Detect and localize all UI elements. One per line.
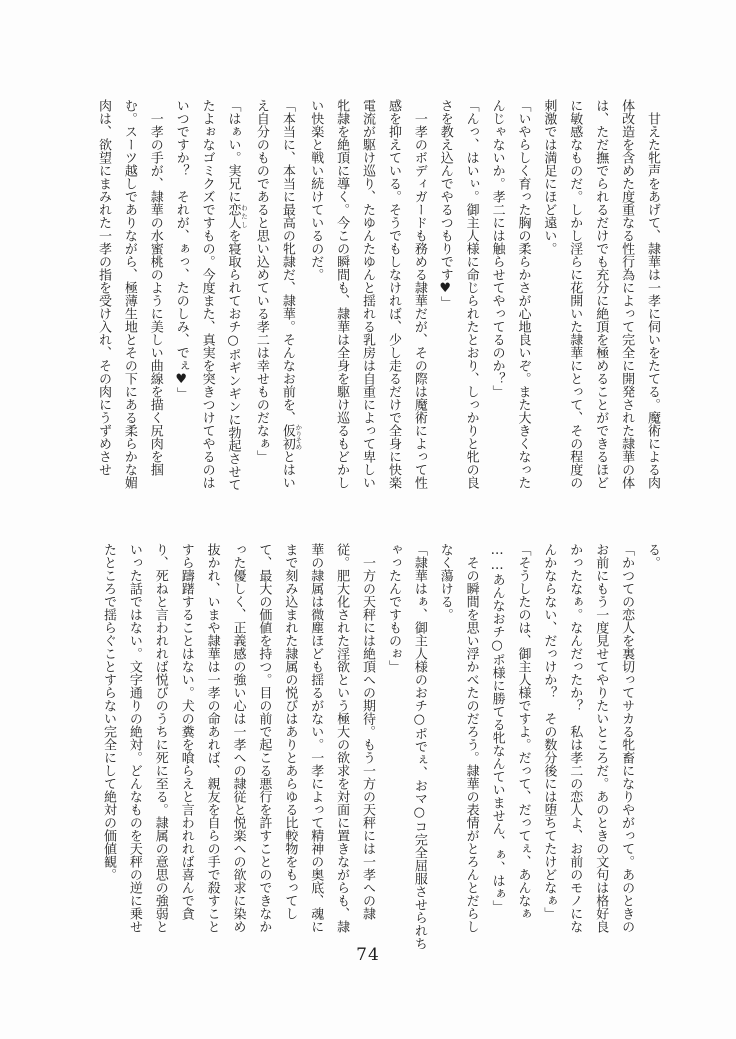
text-line: いった話ではない。文字通りの絶対。どんなものを天秤の逆に乗せ xyxy=(126,543,142,933)
text-line: 体改造を含めた度重なる性行為によって完全に開発された隷華の体 xyxy=(619,99,635,489)
text-line: なく蕩ける。 xyxy=(437,543,453,621)
text-line: え自分のものであると思い込めている孝二は幸せものだなぁ」 xyxy=(253,99,269,463)
text-line: 「んっ、はいぃ。御主人様に命じられたとおり、しっかりと牝の良 xyxy=(463,99,479,489)
text-line: む。スーツ越しでありながら、極薄生地とその下にある柔らかな媚 xyxy=(121,99,137,489)
furigana: わたし xyxy=(240,203,248,229)
text-line: 電流が駆け巡り、たゆんたゆんと揺れる乳房は自重によって卑しい xyxy=(360,99,376,489)
ruby-annotated-word: 恋人 わたし xyxy=(225,203,248,229)
text-line: その瞬間を思い浮かべたのだろう。隷華の表情がとろんとだらし xyxy=(463,556,479,933)
text-line: 抜かれ、いまや隷華は一孝の命あれば、親友を自らの手で殺すこと xyxy=(204,543,220,933)
text-line: さを教え込んでやるつもりです♥」 xyxy=(437,99,453,309)
text-line: 「本当に、本当に最高の牝隷だ、隷華。そんなお前を、仮初 かりそめとはい xyxy=(279,99,303,489)
text-line: ゃったんですものぉ」 xyxy=(385,543,401,673)
text-line: 「かつての恋人を裏切ってサカる牝畜になりやがって。あのときの xyxy=(619,543,635,933)
text-line: て、最大の価値を持つ。目の前で起こる悪行を許すことのできなか xyxy=(256,543,272,933)
text-line: 肉は、欲望にまみれた一孝の指を受け入れ、その肉にうずめさせ xyxy=(95,99,111,476)
text-line: 一方の天秤には絶頂への期待。もう一方の天秤には一孝への隷 xyxy=(360,556,376,920)
text-line: かったなぁ。なんだったか？ 私は孝二の恋人よ、お前のモノにな xyxy=(567,543,583,933)
page-number: 74 xyxy=(356,945,380,965)
text-line: 刺激では満足にほど遠い。 xyxy=(541,99,557,255)
text-line: は、ただ撫でられるだけでも充分に絶頂を極めることができるほど xyxy=(593,99,609,489)
text-line: 華の隷属は微塵ほども揺るがない。一孝によって精神の奥底、魂に xyxy=(308,543,324,933)
text-block-lower xyxy=(95,543,665,950)
text-line: に敏感なものだ。しかし淫らに花開いた隷華にとって、その程度の xyxy=(567,99,583,489)
text-line: たよぉなゴミクズですもの。今度また、真実を突きつけてやるのは xyxy=(199,99,215,489)
text-line: 従。肥大化された淫欲という極大の欲求を対面に置きながらも、隷 xyxy=(334,543,350,933)
text-line: 牝隷を絶頂に導く。今この瞬間も、隷華は全身を駆け巡るもどかし xyxy=(334,99,350,489)
text-line: 「いやらしく育った胸の柔らかさが心地良いぞ。また大きくなった xyxy=(515,99,531,489)
text-line: すら躊躇することはない。犬の糞を喰らえと言われれば喜んで貪 xyxy=(178,543,194,920)
text-line: 「隷華はぁ、御主人様のおチ○ポでぇ、おマ○コ完全屈服させられち xyxy=(411,543,427,950)
ruby-annotated-word: 仮初 かりそめ xyxy=(279,424,303,450)
text-line: 一孝の手が、隷華の水蜜桃のように美しい曲線を描く尻肉を掴 xyxy=(147,112,163,476)
text-line: い快楽と戦い続けているのだ。 xyxy=(308,99,324,281)
text-line: った優しく、正義感の強い心は一孝への隷従と悦楽への欲求に染め xyxy=(230,543,246,933)
text-line: 「そうしたのは、御主人様ですよ。だって、だってぇ、あんなぁ xyxy=(515,543,531,920)
text-line: いつですか？ それが、ぁっ、たのしみ、でぇ♥」 xyxy=(173,99,189,400)
text-line: る。 xyxy=(645,543,660,569)
text-line: んじゃないか。孝二には触らせてやってるのか？」 xyxy=(489,99,505,398)
text-line: んかならない、だっけか？ その数分後には堕ちてたけどなぁ」 xyxy=(541,543,557,920)
text-line: り、死ねと言われれば悦びのうちに死に至る。隷属の意思の強弱と xyxy=(152,543,168,933)
text-line: ……あんなおチ○ポ様に勝てる牝なんていません、ぁ、はぁ」 xyxy=(489,543,505,913)
text-line: 感を抑えている。そうでもしなければ、少し走るだけで全身に快楽 xyxy=(385,99,401,489)
text-line: まで刻み込まれた隷属の悦びはありとあらゆる比較物をもってし xyxy=(282,543,298,920)
text-block-upper xyxy=(90,99,665,492)
text-line: 甘えた牝声をあげて、隷華は一孝に伺いをたてる。魔術による肉 xyxy=(645,112,660,489)
text-line: 一孝のボディガードも務める隷華だが、その際は魔術によって性 xyxy=(411,112,427,489)
furigana: かりそめ xyxy=(294,424,303,450)
text-line: お前にもう一度見せてやりたいところだ。あのときの文句は格好良 xyxy=(593,543,609,933)
text-line: たところで揺らぐことすらない完全にして絶対の価値観。 xyxy=(100,543,116,881)
text-line: 「はぁい。実兄に恋人 わたしを寝取られておチ○ポギンギンに勃起させて xyxy=(225,99,248,491)
